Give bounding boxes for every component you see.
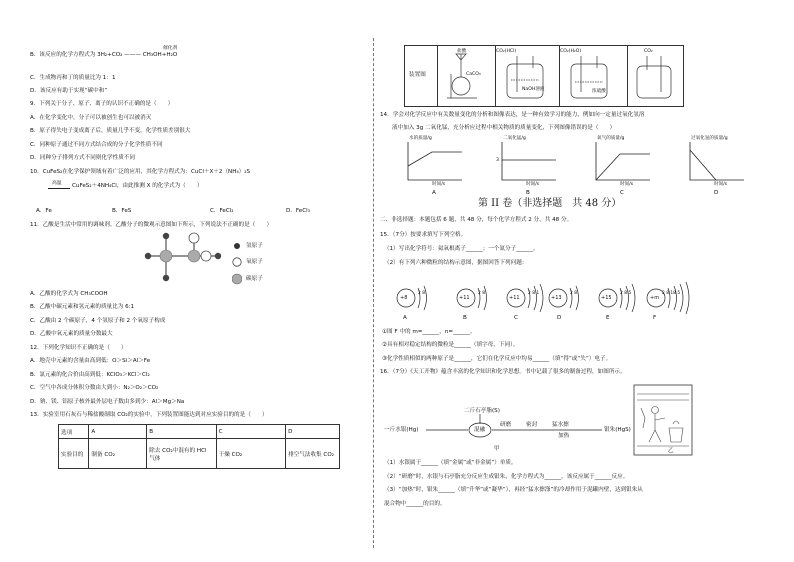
q9-stem: 9．下列关于分子、原子、离子的认识不正确的是（ ） xyxy=(30,101,174,107)
q13-stem: 13．实验室用石灰石与稀盐酸制取 CO₂的实验中，下列装置图能达到对应实验目的的是（ ） xyxy=(30,412,268,418)
q11-option-b: B．乙酸中碳元素和氢元素的质量比为 6:1 xyxy=(30,304,135,310)
table-header-cell: B xyxy=(147,425,216,439)
q15-sub1: ①图 F 中的 m=______，n=______。 xyxy=(382,329,476,335)
craft-illustration xyxy=(633,384,693,456)
atom-c-shells: 2 8 1 xyxy=(528,291,540,296)
legend-oxygen: 氧原子 xyxy=(246,259,263,265)
q10-stem-2: CuFeS₂＋4NH₄Cl，由此推测 X 的化学式为（ ） xyxy=(72,183,203,189)
atom-b-label: B xyxy=(463,315,467,321)
q12-option-b: B．氯元素的化合价由高到低：KClO₃＞KCl＞Cl₂ xyxy=(30,372,150,378)
atom-c-label: C xyxy=(514,315,518,321)
flow-label-yi: 乙 xyxy=(668,448,674,454)
q16-part1: （1）水银属于______（填“金属”或“非金属”）单质。 xyxy=(384,460,517,466)
q12-option-c: C．空气中各成分体积分数由大到小：N₂＞O₂＞CO₂ xyxy=(30,385,159,391)
table-cell: 制备 CO₂ xyxy=(89,439,147,469)
label-h2so4: 浓硫酸 xyxy=(592,89,606,94)
q12-stem: 12．下列化学知识不正确的是（ ） xyxy=(30,345,127,351)
q14-stem-2: 液中加入 3g 二氧化锰，充分析应过程中相关物质的质量变化，下列图像错误的是（ ） xyxy=(392,125,616,131)
catalyst-label: 催化剂 xyxy=(163,46,178,51)
graph-b-ylabel: 二氧化锰/g xyxy=(503,136,526,141)
table-header-cell: 选项 xyxy=(59,425,89,439)
atom-b-nucleus: +11 xyxy=(459,295,470,301)
label-co2-h2o: CO₂(H₂O) xyxy=(560,49,582,54)
q16-part3-cont: 混合物中______的目的。 xyxy=(384,501,446,507)
graph-d-label: D xyxy=(714,190,719,196)
q8-option-d: D．该反应有助于实现“碳中和” xyxy=(30,88,108,94)
atom-f-label: F xyxy=(653,315,657,321)
q15-part1: （1）写出化学符号：氦氧根离子______；一个氮分子______。 xyxy=(384,246,539,252)
atom-a-shells: 2 8 xyxy=(418,291,425,296)
atom-e-nucleus: +15 xyxy=(601,295,612,301)
graph-d-ylabel: 过氧化氢的质量/g xyxy=(691,136,728,141)
flow-mix-label: 混融 xyxy=(474,427,486,433)
flow-start-label: 一斤水银(Hg) xyxy=(384,427,419,433)
q8-option-b: B．该反应的化学方程式为 3H₂+CO₂ ——— CH₃OH+H₂O xyxy=(30,52,178,58)
graph-a-label: A xyxy=(432,190,436,196)
table-header-cell: D xyxy=(286,425,340,439)
flow-step-water: 猛水擦 xyxy=(552,422,569,428)
atom-e-label: E xyxy=(606,315,610,321)
q9-option-a: A．在化学变化中，分子可以被创生也可以被消灭 xyxy=(30,115,152,121)
graph-c-xlabel: 时间/s xyxy=(620,182,634,187)
flow-heat-label: 加热 xyxy=(558,433,570,439)
q15-part2: （2）有下列六种微粒的结构示意图，据图回答下列问题： xyxy=(384,260,528,266)
section-note: 二、非选择题：本题包括 6 题，共 48 分，每个化学方程式 2 分，共 48 分。 xyxy=(380,217,573,223)
table-cell: 除去 CO₂中混有的 HCl 气体 xyxy=(147,439,216,469)
graph-b-label: B xyxy=(526,190,530,196)
label-caco3: CaCO₃ xyxy=(466,72,481,77)
flow-label-jia: 甲 xyxy=(494,446,500,452)
q12-option-a: A．地壳中元素的含量由高到低：O＞Si＞Al＞Fe xyxy=(30,358,151,364)
q16-part2: （2）“研磨”时，水银与石亭脂充分反应生成银朱，化学方程式为______，该反应属于______反应。 xyxy=(384,474,629,480)
graph-a-xlabel: 时间/s xyxy=(432,182,446,187)
atom-b-shells: 2 8 xyxy=(478,291,485,296)
legend-carbon: 碳原子 xyxy=(246,276,263,282)
q11-option-a: A．乙酸的化学式为 CH₃COOH xyxy=(30,291,108,297)
q11-option-c: C．乙酸由 2 个碳原子，4 个氢原子和 2 个氧原子构成 xyxy=(30,318,166,324)
graph-c-label: C xyxy=(620,190,624,196)
table-cell: 排空气法收集 CO₂ xyxy=(286,439,340,469)
atom-d-shells: 2 8 xyxy=(570,291,577,296)
q12-option-d: D．钠、镁、铝原子核外最外层电子数由多到少：Al＞Mg＞Na xyxy=(30,399,185,405)
q10-stem: 10．CuFeS₂在化学保护领域有着广泛的应用，其化学方程式为：CuCl＋X＋2（NH₄）₂S xyxy=(30,169,251,175)
table-cell: 干燥 CO₂ xyxy=(216,439,285,469)
q10-option-a: A．Fe xyxy=(36,208,52,214)
graph-a-ylabel: 水的质量/g xyxy=(409,136,432,141)
q10-option-c: C．FeCl₂ xyxy=(210,208,234,214)
table-header-cell: C xyxy=(216,425,285,439)
q13-options-table xyxy=(58,424,340,469)
atom-d-nucleus: +13 xyxy=(551,295,562,301)
label-co2: CO₂ xyxy=(644,49,653,54)
graph-b-tick: 3 xyxy=(496,158,499,163)
table-row-label: 实验目的 xyxy=(59,439,89,469)
atom-f-shells: 2 8 18 5 xyxy=(662,291,681,296)
q8-option-c: C．生成物丙和丁的质量比为 1：1 xyxy=(30,75,116,81)
q9-option-b: B．原子得失电子变成离子后，质量几乎不变，化学性质差别很大 xyxy=(30,128,191,134)
q16-stem: 16．（7分）《天工开物》蕴含丰富的化学知识和化学思想。书中记载了很多的制备过程，如图所示。 xyxy=(380,369,626,375)
atom-a-label: A xyxy=(403,315,407,321)
table-header-cell: A xyxy=(89,425,147,439)
flow-step-seal: 密封 xyxy=(526,422,538,428)
flow-top-label: 二斤石亭脂(S) xyxy=(464,408,500,414)
q15-stem: 15．（7分）按要求填写下列空格。 xyxy=(380,232,467,238)
q9-option-d: D．同种分子排列方式不同则化学性质不同 xyxy=(30,155,135,161)
label-co2-hcl: CO₂(HCl) xyxy=(496,49,517,54)
q10-option-b: B．FeS xyxy=(112,208,132,214)
q11-option-d: D．乙酸中氧元素的质量分数最大 xyxy=(30,331,113,337)
q10-option-d: D．FeCl₃ xyxy=(286,208,310,214)
q15-sub3: ③化学性质相似的两种原子是______，它们在化学反应中均易______（填“得”或“失”）电子。 xyxy=(382,356,612,362)
atom-e-shells: 2 8 5 xyxy=(620,291,632,296)
reaction-arrow xyxy=(48,188,70,189)
flow-step-grind: 研磨 xyxy=(500,422,512,428)
graph-d-xlabel: 时间/s xyxy=(714,182,728,187)
legend-swatches xyxy=(232,241,242,291)
label-naoh: NaOH溶液 xyxy=(522,87,545,92)
graph-b-xlabel: 时间/s xyxy=(526,182,540,187)
legend-hydrogen: 氢原子 xyxy=(246,243,263,249)
atom-c-nucleus: +11 xyxy=(509,295,520,301)
acetic-acid-molecule-diagram xyxy=(136,228,226,290)
q16-part3: （3）“加热”时，银朱______（填“升华”或“凝华”），再经“猛水擦涤”的冷却作用于泥罐内壁，达到银朱从 xyxy=(384,487,643,493)
q15-sub2: ②具有相对稳定结构的微粒是______（填字母，下同）。 xyxy=(382,342,519,348)
column-divider xyxy=(373,38,374,548)
graph-c-ylabel: 氧气的质量/g xyxy=(597,136,625,141)
atom-structure-diagrams xyxy=(392,280,692,320)
q14-stem: 14．学会对化学反应中有关数量变化的分析和图像表达，是一种有效学习的能力，例如向一定量过氧化氢溶 xyxy=(380,112,645,118)
q9-option-c: C．同种原子通过不同方式结合成的分子化学性质不同 xyxy=(30,142,163,148)
atom-d-label: D xyxy=(557,315,562,321)
apparatus-row-label: 装置图 xyxy=(409,72,426,78)
apparatus-row-label-cell xyxy=(405,46,438,106)
reaction-condition: 高温 xyxy=(52,181,62,186)
flow-end-label: 银朱(HgS) xyxy=(604,427,631,433)
atom-f-nucleus: +m xyxy=(650,295,660,301)
q11-stem: 11．乙酸是生活中常用的调味剂。乙酸分子的微观示意图如下所示，下列说法不正确的是（ ） xyxy=(30,222,273,228)
atom-a-nucleus: +8 xyxy=(400,295,408,301)
section-title: 第 II 卷（非选择题 共 48 分） xyxy=(478,198,622,209)
label-hcl: 盐酸 xyxy=(457,49,467,54)
